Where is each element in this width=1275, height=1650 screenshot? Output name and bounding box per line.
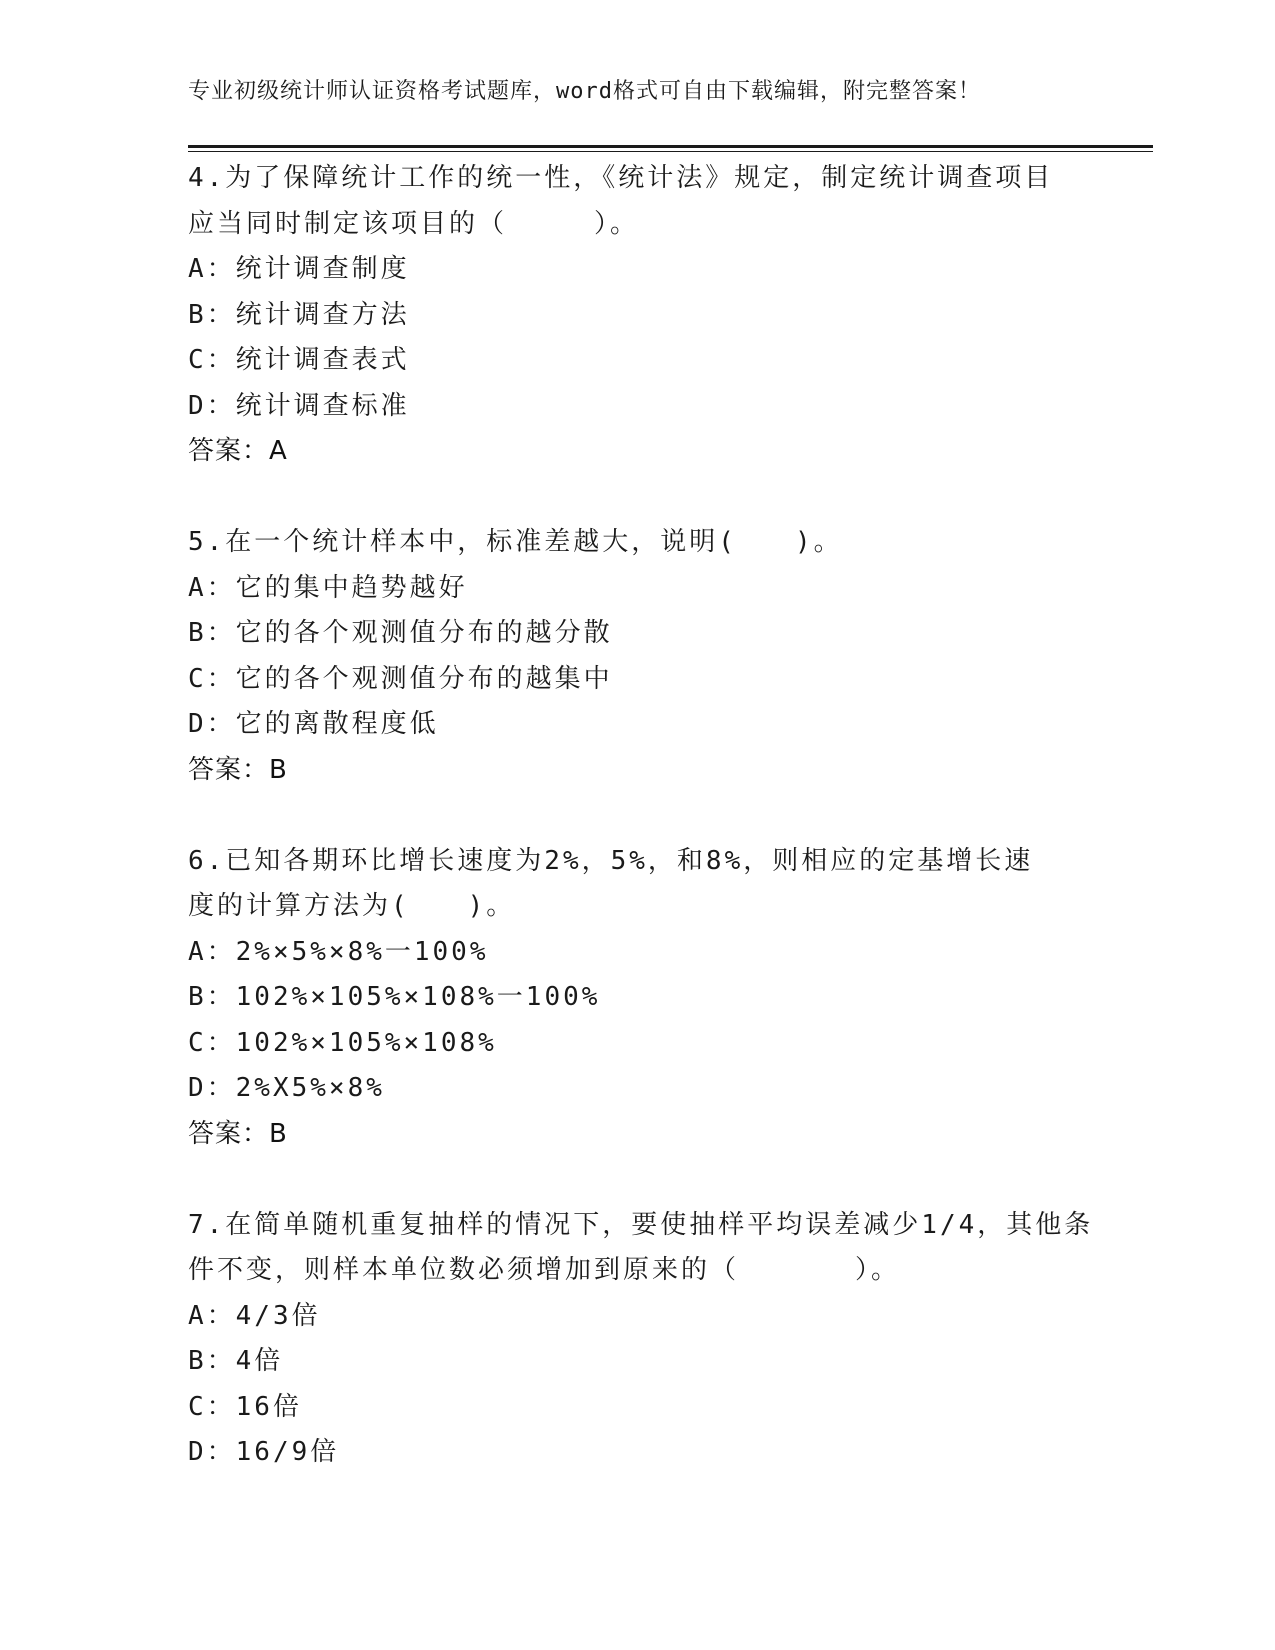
question-stem-line: 4.为了保障统计工作的统一性，《统计法》规定，制定统计调查项目 [188, 163, 1054, 193]
question-stem-line: 6.已知各期环比增长速度为2%，5%，和8%，则相应的定基增长速 [188, 845, 1034, 876]
option-c: C：统计调查表式 [188, 345, 410, 375]
option-b: B：4倍 [188, 1346, 284, 1376]
question-7 [188, 1203, 1094, 1476]
option-d: D：统计调查标准 [188, 390, 410, 421]
option-a: A：它的集中趋势越好 [188, 572, 468, 603]
option-a: A：统计调查制度 [188, 254, 410, 284]
answer-label: 答案：B [188, 1118, 288, 1149]
option-d: D：它的离散程度低 [188, 709, 439, 739]
question-5 [188, 520, 1088, 793]
question-6 [188, 839, 1088, 1158]
option-b: B：统计调查方法 [188, 299, 410, 330]
option-c: C：102%×105%×108% [188, 1027, 497, 1058]
option-c: C：它的各个观测值分布的越集中 [188, 663, 613, 694]
question-stem-line: 度的计算方法为( )。 [188, 891, 516, 921]
option-c: C：16倍 [188, 1391, 302, 1422]
answer-label: 答案：B [188, 754, 288, 785]
option-b: B：它的各个观测值分布的越分散 [188, 618, 613, 648]
option-a: A：2%×5%×8%一100% [188, 936, 489, 967]
question-stem-line: 7.在简单随机重复抽样的情况下，要使抽样平均误差减少1/4，其他条 [188, 1209, 1094, 1240]
question-stem-line: 应当同时制定该项目的（ ）。 [188, 208, 640, 239]
header-rule-thin [188, 151, 1153, 152]
question-stem-line: 5.在一个统计样本中，标准差越大，说明( )。 [188, 527, 843, 557]
question-stem-line: 件不变，则样本单位数必须增加到原来的（ ）。 [188, 1255, 901, 1285]
question-4 [188, 156, 1088, 475]
page-header: 专业初级统计师认证资格考试题库，word格式可自由下载编辑，附完整答案！ [188, 79, 981, 104]
option-d: D：2%X5%×8% [188, 1073, 385, 1103]
option-b: B：102%×105%×108%一100% [188, 982, 601, 1012]
option-d: D：16/9倍 [188, 1437, 340, 1467]
question-list [188, 156, 1094, 1521]
answer-label: 答案：A [188, 436, 288, 466]
header-rule-thick [188, 145, 1153, 148]
option-a: A：4/3倍 [188, 1300, 321, 1331]
